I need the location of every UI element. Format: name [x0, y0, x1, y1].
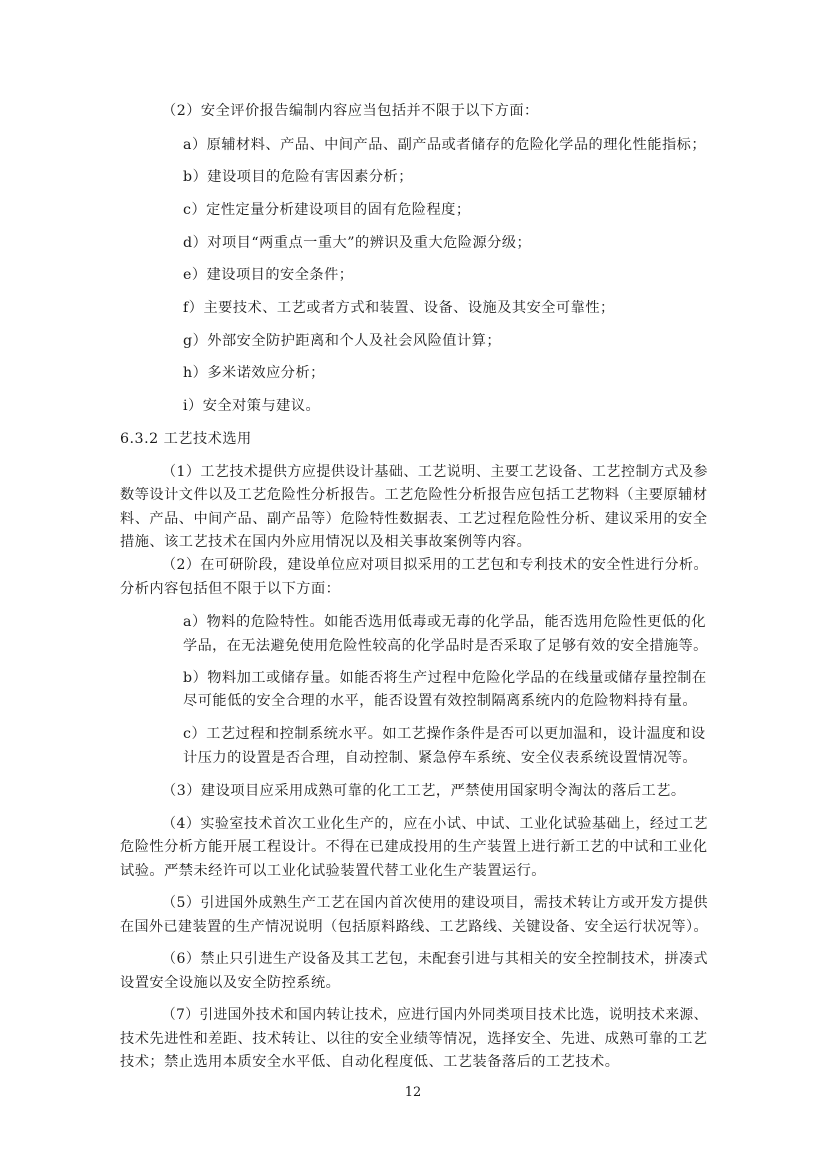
paragraph-line: 数等设计文件以及工艺危险性分析报告。工艺危险性分析报告应包括工艺物料（主要原辅材 [120, 487, 708, 503]
paragraph-line: b）物料加工或储存量。如能否将生产过程中危险化学品的在线量或储存量控制在 [183, 670, 707, 686]
paragraph-line: 试验。严禁未经许可以工业化试验装置代替工业化生产装置运行。 [120, 863, 546, 879]
paragraph-line: 计压力的设置是否合理，自动控制、紧急停车系统、安全仪表系统设置情况等。 [183, 750, 698, 766]
list-item: c）定性定量分析建设项目的固有危险程度； [183, 202, 471, 218]
paragraph-line: a）物料的危险特性。如能否选用低毒或无毒的化学品，能否选用危险性更低的化 [183, 614, 707, 630]
section-heading: 6.3.2 工艺技术选用 [120, 431, 252, 447]
list-item: a）原辅材料、产品、中间产品、副产品或者储存的危险化学品的理化性能指标； [183, 137, 707, 153]
paragraph-line: 危险性分析方能开展工程设计。不得在已建成投用的生产装置上进行新工艺的中试和工业化 [120, 839, 708, 855]
list-item: b）建设项目的危险有害因素分析； [183, 169, 413, 185]
paragraph-line: 尽可能低的安全合理的水平，能否设置有效控制隔离系统内的危险物料持有量。 [183, 693, 698, 709]
paragraph-line: （7）引进国外技术和国内转让技术，应进行国内外同类项目技术比选，说明技术来源、 [162, 1007, 708, 1023]
paragraph-line: （5）引进国外成熟生产工艺在国内首次使用的建设项目，需技术转让方或开发方提供 [162, 895, 708, 911]
paragraph-line: 措施、该工艺技术在国内外应用情况以及相关事故案例等内容。 [120, 534, 532, 550]
paragraph-line: （2）在可研阶段，建设单位应对项目拟采用的工艺包和专利技术的安全性进行分析。 [162, 557, 708, 573]
list-item: d）对项目“两重点一重大”的辨识及重大危险源分级； [183, 235, 532, 251]
paragraph-line: 分析内容包括但不限于以下方面： [120, 581, 341, 597]
paragraph-line: （3）建设项目应采用成熟可靠的化工工艺，严禁使用国家明令淘汰的落后工艺。 [162, 783, 686, 799]
list-item: i）安全对策与建议。 [183, 398, 321, 414]
paragraph-line: 料、产品、中间产品、副产品等）危险特性数据表、工艺过程危险性分析、建议采用的安全 [120, 511, 708, 527]
list-item: h）多米诺效应分析； [183, 365, 325, 381]
paragraph-line: 学品，在无法避免使用危险性较高的化学品时是否采取了足够有效的安全措施等。 [183, 638, 708, 654]
page-number: 12 [404, 1085, 422, 1100]
paragraph-line: 在国外已建装置的生产情况说明（包括原料路线、工艺路线、关键设备、安全运行状况等）。 [120, 919, 709, 935]
paragraph-line: 技术先进性和差距、技术转让、以往的安全业绩等情况，选择安全、先进、成熟可靠的工艺 [120, 1031, 708, 1047]
paragraph-line: （1）工艺技术提供方应提供设计基础、工艺说明、主要工艺设备、工艺控制方式及参 [162, 464, 708, 480]
paragraph-line: 设置安全设施以及安全防控系统。 [120, 975, 341, 991]
list-item: g）外部安全防护距离和个人及社会风险值计算； [183, 333, 502, 349]
list-item: e）建设项目的安全条件； [183, 267, 354, 283]
paragraph-line: 技术；禁止选用本质安全水平低、自动化程度低、工艺装备落后的工艺技术。 [120, 1054, 620, 1070]
list-item: f）主要技术、工艺或者方式和装置、设备、设施及其安全可靠性； [183, 300, 615, 316]
paragraph-line: （4）实验室技术首次工业化生产的，应在小试、中试、工业化试验基础上，经过工艺 [162, 816, 708, 832]
paragraph-line: （6）禁止只引进生产设备及其工艺包，未配套引进与其相关的安全控制技术，拼凑式 [162, 951, 708, 967]
paragraph-line: c）工艺过程和控制系统水平。如工艺操作条件是否可以更加温和，设计温度和设 [183, 726, 706, 742]
list-intro: （2）安全评价报告编制内容应当包括并不限于以下方面： [162, 103, 539, 119]
